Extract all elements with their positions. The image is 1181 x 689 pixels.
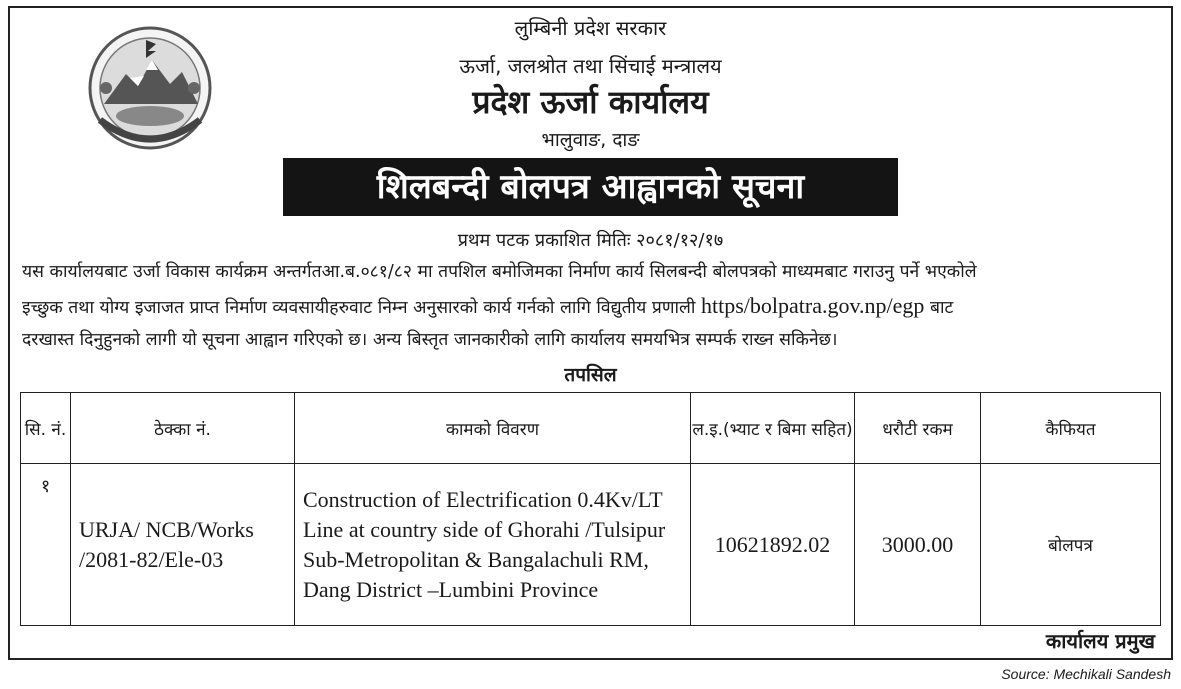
header-sn: सि. नं. [21,393,71,464]
header-description: कामको विवरण [295,393,691,464]
government-name: लुम्बिनी प्रदेश सरकार [514,16,667,40]
header-contract-no: ठेक्का नं. [71,393,295,464]
bolpatra-url-link[interactable]: https/bolpatra.gov.np/egp [701,293,925,318]
cell-cost: 10621892.02 [691,464,855,626]
table-header-row [21,393,1161,464]
cell-description: Construction of Electrification 0.4Kv/LT Line at country side of Ghorahi /Tulsipur Sub-Metropolitan & Bangalachuli RM, Dang District –Lumbini Province [295,464,691,626]
cell-deposit: 3000.00 [855,464,981,626]
table-row [21,464,1161,626]
schedule-heading: तपसिल [564,364,617,386]
notice-body-line-2a: इच्छुक तथा योग्य इजाजत प्राप्त निर्माण व्यवसायीहरुवाट निम्न अनुसारको कार्य गर्नको लागि विद्युतीय प्रणाली [22,298,696,318]
cell-contract-no: URJA/ NCB/Works /2081-82/Ele-03 [71,464,295,626]
ministry-name: ऊर्जा, जलश्रोत तथा सिंचाई मन्त्रालय [459,54,722,78]
schedule-table [20,392,1161,626]
signer-title: कार्यालय प्रमुख [1045,629,1155,653]
published-date: प्रथम पटक प्रकाशित मितिः २०८१/१२/१७ [457,230,724,251]
source-credit: Source: Mechikali Sandesh [1001,666,1171,682]
header-cost: ल.इ.(भ्याट र बिमा सहित) [691,393,855,464]
header-remarks: कैफियत [981,393,1161,464]
cell-sn: १ [21,464,71,626]
notice-body-line-2b: बाट [930,298,954,318]
notice-body-line-2 [22,293,1172,319]
cell-remarks: बोलपत्र [981,464,1161,626]
office-location: भालुवाङ, दाङ [541,129,640,151]
header-deposit: धरौटी रकम [855,393,981,464]
notice-body-line-3: दरखास्त दिनुहुनको लागी यो सूचना आह्वान गरिएको छ। अन्य बिस्तृत जानकारीको लागि कार्यालय समयभित्र सम्पर्क राख्न सकिनेछ। [22,330,838,350]
notice-title: शिलबन्दी बोलपत्र आह्वानको सूचना [283,158,898,216]
office-name: प्रदेश ऊर्जा कार्यालय [472,83,709,121]
notice-body-line-1: यस कार्यालयबाट उर्जा विकास कार्यक्रम अन्तर्गतआ.ब.०८१/८२ मा तपशिल बमोजिमका निर्माण कार्य सिलबन्दी बोलपत्रको माध्यमबाट गराउनु पर्ने भएकोले [22,262,977,282]
